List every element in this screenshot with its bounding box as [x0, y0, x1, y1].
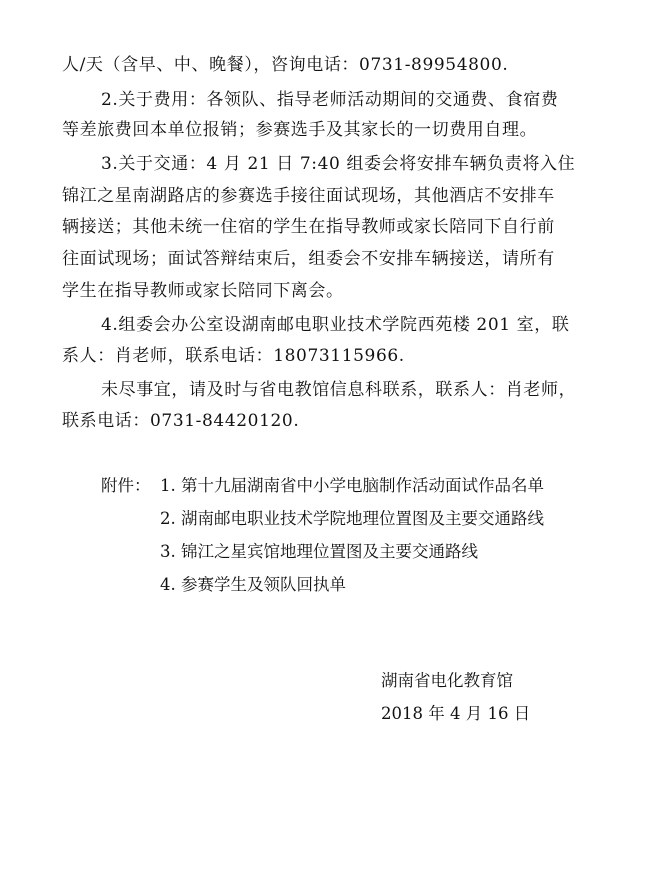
attachment-item-2: 2. 湖南邮电职业技术学院地理位置图及主要交通路线	[160, 509, 544, 528]
attachment-item-3: 3. 锦江之星宾馆地理位置图及主要交通路线	[160, 542, 478, 561]
body-line-11: 未尽事宜，请及时与省电教馆信息科联系，联系人：肖老师，	[101, 380, 577, 400]
attachment-item-1: 1. 第十九届湖南省中小学电脑制作活动面试作品名单	[160, 476, 544, 495]
attachments-label: 附件：	[101, 476, 151, 495]
body-line-10: 系人：肖老师，联系电话：18073115966.	[62, 346, 405, 366]
body-line-7: 往面试现场；面试答辩结束后，组委会不安排车辆接送，请所有	[62, 249, 555, 269]
attachment-item-4: 4. 参赛学生及领队回执单	[160, 575, 346, 594]
body-line-9: 4.组委会办公室设湖南邮电职业技术学院西苑楼 201 室，联	[101, 315, 570, 335]
body-line-3: 等差旅费回本单位报销；参赛选手及其家长的一切费用自理。	[62, 120, 538, 140]
body-line-12: 联系电话：0731-84420120.	[62, 411, 300, 431]
body-line-1: 人/天（含早、中、晚餐），咨询电话：0731-89954800.	[62, 55, 509, 75]
body-line-2: 2.关于费用：各领队、指导老师活动期间的交通费、食宿费	[101, 90, 559, 110]
body-line-5: 锦江之星南湖路店的参赛选手接往面试现场，其他酒店不安排车	[62, 186, 555, 206]
body-line-4: 3.关于交通：4 月 21 日 7:40 组委会将安排车辆负责将入住	[101, 154, 576, 174]
body-line-6: 辆接送；其他未统一住宿的学生在指导教师或家长陪同下自行前	[62, 217, 555, 237]
body-line-8: 学生在指导教师或家长陪同下离会。	[62, 281, 344, 301]
signature-org: 湖南省电化教育馆	[381, 671, 513, 690]
signature-date: 2018 年 4 月 16 日	[381, 704, 531, 723]
